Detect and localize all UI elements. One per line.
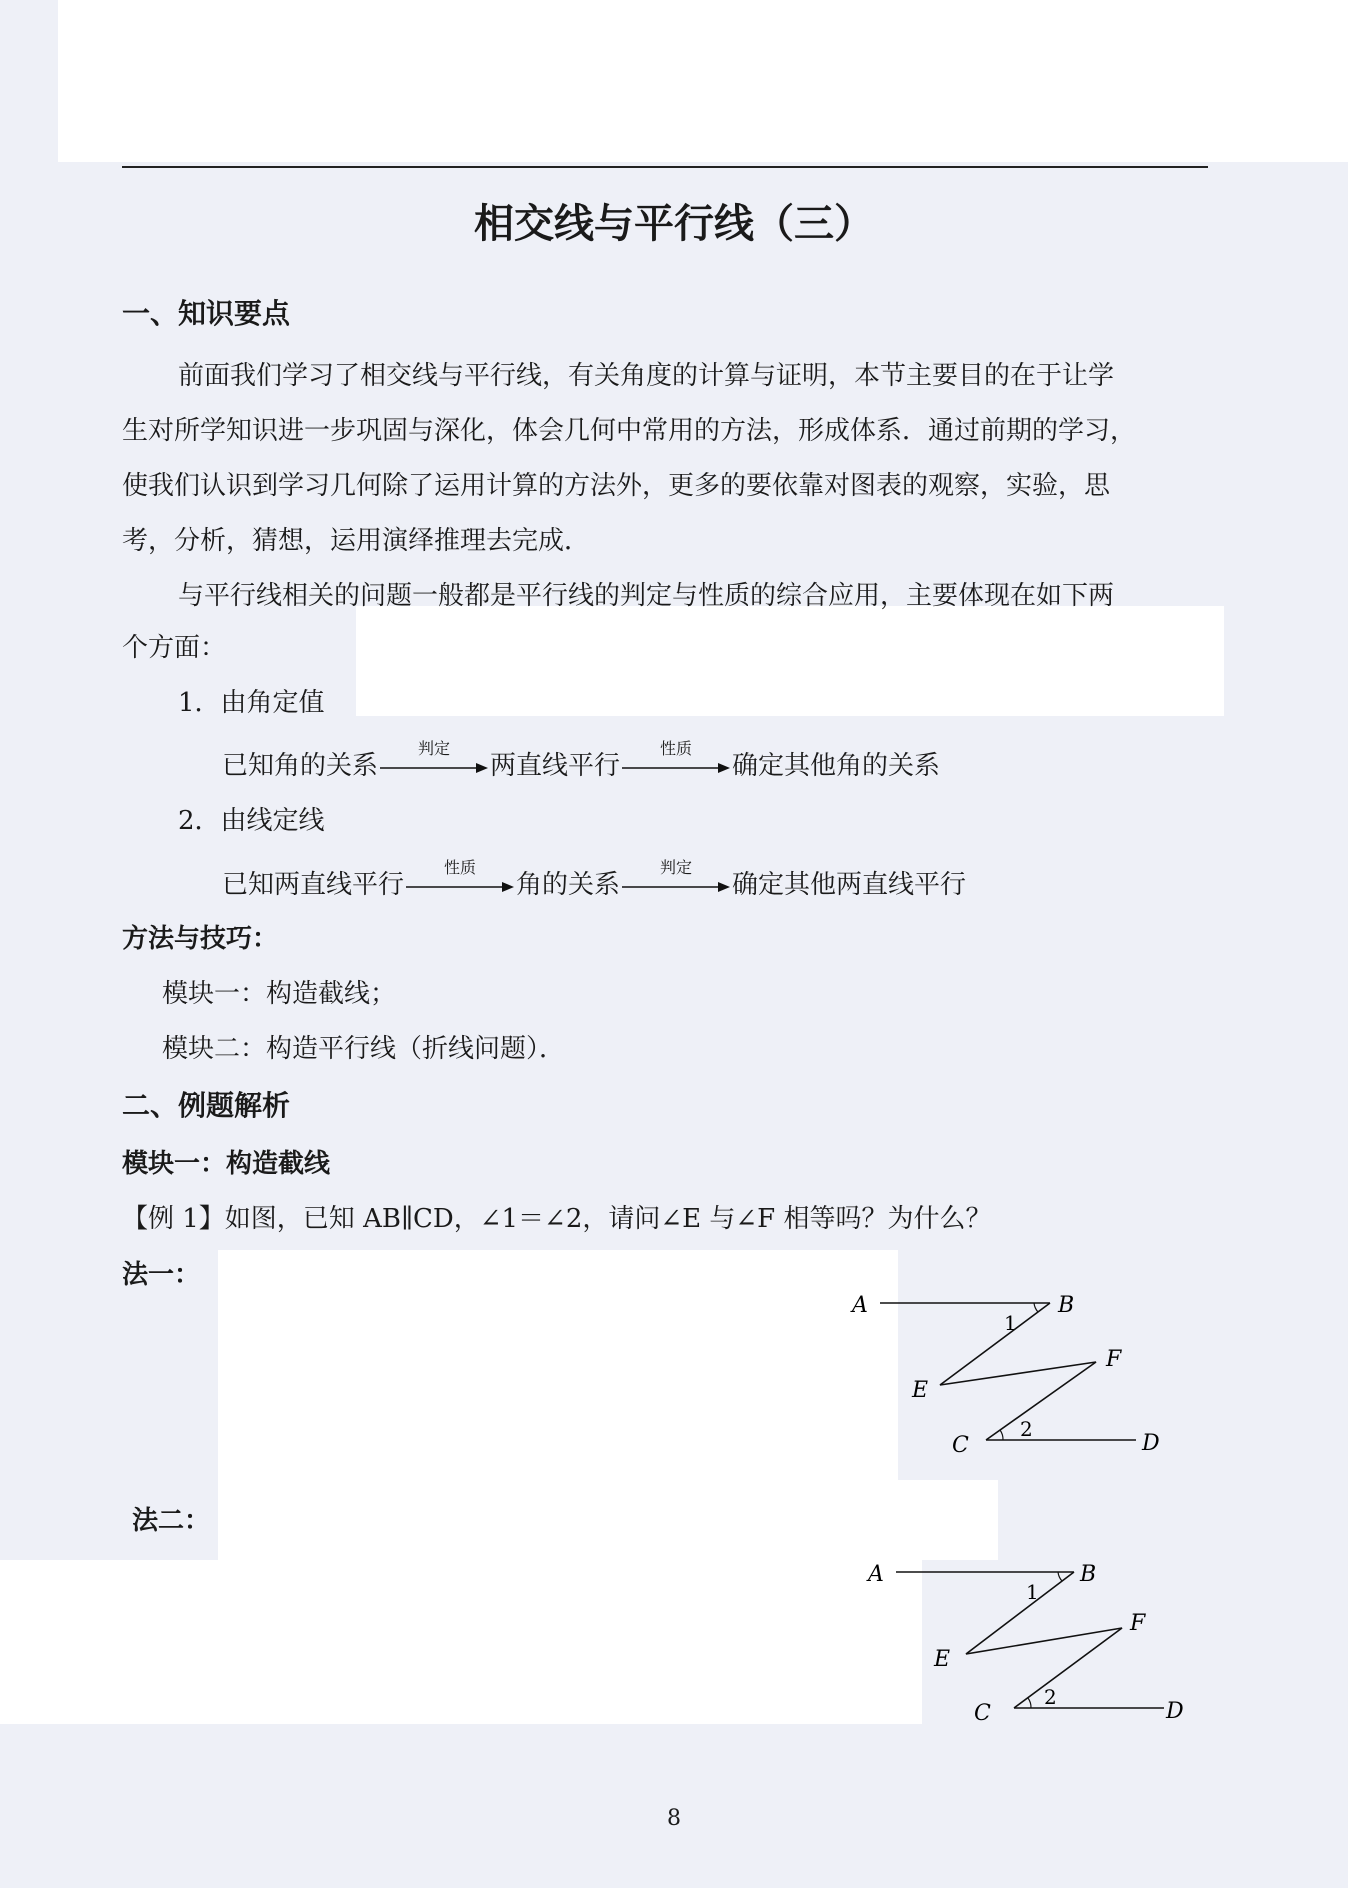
arrow-icon	[380, 762, 488, 774]
fig1-label-a: A	[852, 1293, 868, 1318]
fig1-label-d: D	[1142, 1431, 1160, 1456]
fig2-label-a: A	[868, 1562, 884, 1587]
arrow-icon	[406, 881, 514, 893]
flow1-step2: 两直线平行	[490, 751, 621, 781]
fig2-label-d: D	[1166, 1699, 1184, 1724]
section-heading-knowledge: 一、知识要点	[122, 297, 291, 330]
flow1-step1: 已知角的关系	[222, 751, 379, 781]
flow2-step2: 角的关系	[516, 870, 621, 900]
item2-label: 2．由线定线	[178, 806, 325, 836]
fig2-label-b: B	[1080, 1562, 1097, 1587]
para1-line2: 生对所学知识进一步巩固与深化，体会几何中常用的方法，形成体系．通过前期的学习，	[122, 416, 1137, 446]
page-title: 相交线与平行线（三）	[474, 201, 874, 247]
arrow-icon	[622, 762, 730, 774]
fig1-label-c: C	[952, 1433, 969, 1458]
arrow-icon	[622, 881, 730, 893]
para1-line1: 前面我们学习了相交线与平行线，有关角度的计算与证明，本节主要目的在于让学	[178, 361, 1115, 391]
flow2-step3: 确定其他两直线平行	[732, 870, 967, 900]
flow1-arrow1-label: 判定	[418, 739, 451, 758]
flow-angle-to-angle	[222, 739, 941, 782]
method-item-1: 模块一：构造截线；	[162, 979, 397, 1009]
flow-line-to-line	[222, 858, 967, 901]
flow1-arrow1	[380, 739, 488, 782]
item1-label: 1．由角定值	[178, 688, 325, 718]
para1-line4: 考，分析，猜想，运用演绎推理去完成．	[122, 526, 591, 556]
flow1-step3: 确定其他角的关系	[732, 751, 941, 781]
page-number: 8	[667, 1806, 681, 1831]
flow1-arrow2-label: 性质	[660, 739, 693, 758]
para2-line2: 个方面：	[122, 633, 227, 663]
flow2-arrow1	[406, 858, 514, 901]
flow2-arrow2	[622, 858, 730, 901]
fig2-label-angle2: 2	[1044, 1685, 1057, 1709]
method2-label: 法二：	[132, 1506, 211, 1536]
flow1-arrow2	[622, 739, 730, 782]
flow2-arrow1-label: 性质	[444, 858, 477, 877]
module-heading: 模块一：构造截线	[122, 1149, 331, 1179]
fig1-label-angle1: 1	[1004, 1311, 1017, 1335]
fig2-label-angle1: 1	[1026, 1580, 1039, 1604]
blank-region-d	[0, 1560, 922, 1724]
para2-line1: 与平行线相关的问题一般都是平行线的判定与性质的综合应用，主要体现在如下两	[178, 581, 1115, 611]
fig2-label-c: C	[974, 1701, 991, 1726]
fig2-label-f: F	[1130, 1611, 1146, 1636]
example-1-question: 【例 1】如图，已知 AB∥CD，∠1＝∠2，请问∠E 与∠F 相等吗？为什么？	[122, 1204, 992, 1234]
zigzag-figure-1	[840, 1280, 1180, 1470]
blank-region-a	[356, 606, 1224, 716]
fig1-label-e: E	[912, 1378, 929, 1403]
fig2-label-e: E	[934, 1647, 951, 1672]
methods-heading: 方法与技巧：	[122, 924, 279, 954]
para1-line3: 使我们认识到学习几何除了运用计算的方法外，更多的要依靠对图表的观察，实验，思	[122, 471, 1111, 501]
fig1-label-b: B	[1058, 1293, 1075, 1318]
section-heading-examples: 二、例题解析	[122, 1089, 291, 1122]
fig1-label-angle2: 2	[1020, 1417, 1033, 1441]
blank-region-c	[218, 1480, 998, 1560]
fig1-label-f: F	[1106, 1347, 1122, 1372]
zigzag-figure-2	[862, 1550, 1202, 1740]
flow2-arrow2-label: 判定	[660, 858, 693, 877]
blank-header-region	[58, 0, 1348, 162]
header-rule	[122, 166, 1208, 168]
method1-label: 法一：	[122, 1260, 201, 1290]
flow2-step1: 已知两直线平行	[222, 870, 405, 900]
method-item-2: 模块二：构造平行线（折线问题）．	[162, 1034, 566, 1064]
